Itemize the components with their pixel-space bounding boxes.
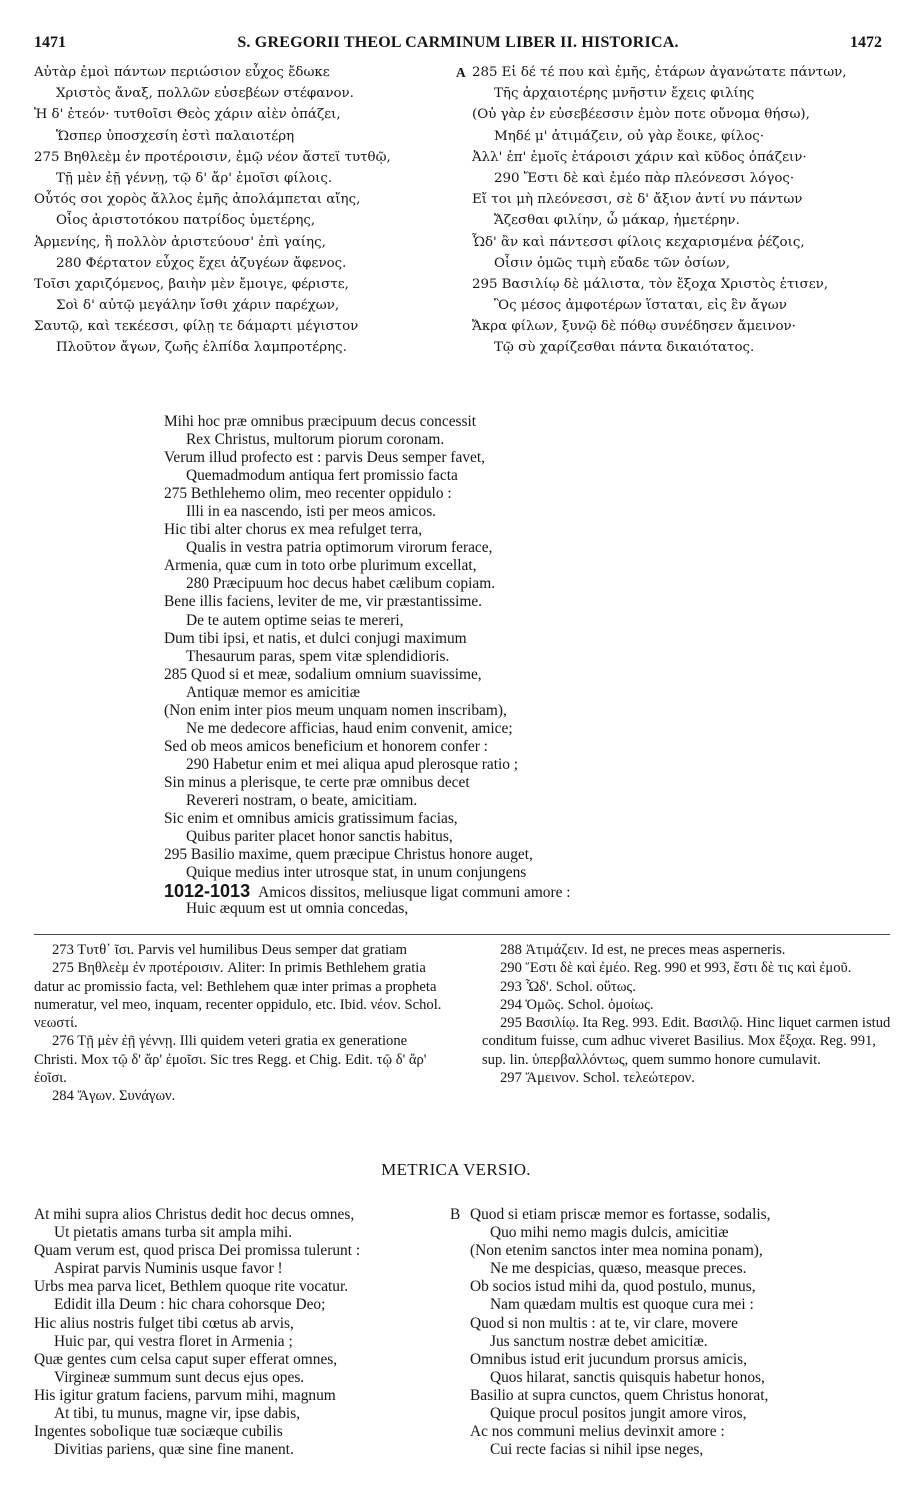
verse-text: Σαυτῷ, καὶ τεκέεσσι, φίλῃ τε δάμαρτι μέγιστον — [34, 319, 359, 335]
verse-text: Quique procul positos jungit amore viros, — [490, 1405, 747, 1423]
metrica-verse-line — [34, 1315, 454, 1333]
latin-verse-line — [164, 467, 724, 485]
latin-verse-line — [164, 684, 724, 702]
footnote: 290 Ἔστι δὲ καὶ ἐμέο. Reg. 990 et 993, ἔστι δὲ τις καὶ ἐμοῦ. — [500, 960, 852, 977]
verse-text: Τῆς ἀρχαιοτέρης μνῆστιν ἔχεις φιλίης — [494, 86, 755, 102]
margin-marker: A — [456, 65, 466, 80]
footnotes-right-column — [482, 941, 892, 1087]
greek-verse-line — [34, 147, 452, 168]
greek-verse-line — [472, 189, 888, 210]
greek-verse-line — [34, 189, 452, 210]
verse-text: (Οὐ γὰρ ἐν εὐσεβέεσσιν ἐμὸν ποτε οὔνομα θήσω), — [472, 107, 810, 123]
greek-verse-line — [456, 62, 888, 83]
verse-text: Quod si non multis : at te, vir clare, movere — [470, 1314, 738, 1332]
greek-verse-line — [34, 62, 452, 83]
verse-text: Huic par, qui vestra floret in Armenia ; — [54, 1332, 293, 1350]
verse-text: Πλοῦτον ἄγων, ζωῆς ἐλπίδα λαμπροτέρης. — [56, 340, 347, 356]
metrica-verse-line — [34, 1423, 454, 1441]
metrica-verse-line — [470, 1296, 890, 1314]
latin-verse-line — [164, 810, 724, 828]
verse-text: Μηδέ μ' ἀτιμάζειν, οὐ γὰρ ἔοικε, φίλος· — [494, 128, 765, 144]
footnote: 297 Ἄμεινον. Schol. τελεώτερον. — [500, 1070, 695, 1087]
verse-text: Sic enim et omnibus amicis gratissimum facias, — [164, 810, 458, 828]
metrica-verse-line — [34, 1387, 454, 1405]
metrica-verse-line — [34, 1242, 454, 1260]
verse-text: Cui recte facias si nihil ipse neges, — [490, 1441, 704, 1459]
verse-text: Illi in ea nascendo, isti per meos amicos. — [186, 503, 437, 521]
verse-text: Οἷος ἀριστοτόκου πατρίδος ὑμετέρης, — [56, 213, 316, 229]
page-number-right: 1472 — [850, 34, 882, 51]
verse-text: Quos hilarat, sanctis quisquis habetur honos, — [490, 1368, 765, 1386]
verse-text: Τοῖσι χαριζόμενος, βαιὴν μὲν ἔμοιγε, φέριστε, — [34, 276, 349, 292]
metrica-verse-line — [34, 1405, 454, 1423]
metrica-verse-line — [470, 1242, 890, 1260]
verse-text: Rex Christus, multorum piorum coronam. — [186, 431, 445, 449]
latin-translation — [164, 413, 724, 918]
verse-text: Ἀλλ' ἐπ' ἐμοῖς ἑτάροισι χάριν καὶ κῦδος ὀπάζειν· — [472, 149, 807, 165]
greek-verse-line — [34, 168, 452, 189]
verse-number: 290 — [494, 170, 520, 186]
greek-verse-line — [472, 168, 888, 189]
verse-text: Amicos dissitos, meliusque ligat communi amore : — [258, 884, 571, 902]
verse-text: Sin minus a plerisque, te certe præ omnibus decet — [164, 773, 470, 791]
latin-verse-line — [164, 666, 724, 684]
latin-verse-line — [164, 828, 724, 846]
metrica-verse-line — [470, 1369, 890, 1387]
verse-text: Verum illud profecto est : parvis Deus semper favet, — [164, 449, 485, 467]
greek-verse-line — [472, 104, 888, 125]
verse-text: Ἔστι δὲ καὶ ἐμέο πὰρ πλεόνεσσι λόγος· — [523, 170, 795, 186]
verse-text: His igitur gratum faciens, parvum mihi, magnum — [34, 1386, 336, 1404]
metrica-versio-title: METRICA VERSIO. — [381, 1160, 531, 1179]
latin-verse-line — [164, 900, 724, 918]
metrica-verse-line — [34, 1260, 454, 1278]
verse-text: Hic alius nostris fulget tibi cœtus ab arvis, — [34, 1314, 294, 1332]
verse-number: 295 — [472, 276, 498, 292]
verse-text: De te autem optime seias te mereri, — [186, 611, 404, 629]
latin-verse-line — [164, 593, 724, 611]
verse-text: 275 Bethlehemo olim, meo recenter oppidulo : — [164, 485, 452, 503]
page-number-left: 1471 — [34, 34, 66, 51]
greek-verse-line — [472, 210, 888, 231]
latin-verse-line — [164, 882, 724, 900]
latin-verse-line — [164, 503, 724, 521]
greek-verse-line — [472, 337, 888, 358]
metrica-verse-line — [34, 1441, 454, 1459]
footnote: 294 Ὁμῶς. Schol. ὁμοίως. — [500, 996, 654, 1013]
latin-verse-line — [164, 575, 724, 593]
margin-marker: B — [450, 1206, 461, 1223]
verse-text: Βηθλεὲμ ἐν προτέροισιν, ἐμῷ νέον ἄστεϊ τυτθῷ, — [63, 149, 391, 165]
verse-text: 285 Quod si et meæ, sodalium omnium suavissime, — [164, 665, 482, 683]
footnote: 293 Ὧδ'. Schol. οὕτως. — [500, 978, 636, 995]
greek-verse-line — [472, 126, 888, 147]
latin-verse-line — [164, 648, 724, 666]
verse-text: Qualis in vestra patria optimorum virorum ferace, — [186, 539, 493, 557]
footnote: 275 Βηθλεὲμ ἐν προτέροισιν. Aliter: In primis Bethlehem gratia datur ac promissio facta, vel: Bethlehem quæ inter primas a propheta numeratur, vel meo, inquam, recenter oppidulo, etc. Ibid. νέον. Schol. νεωστί. — [34, 960, 442, 1032]
greek-text-left-column — [34, 62, 452, 359]
metrica-verse-line — [470, 1423, 890, 1441]
greek-verse-line — [34, 337, 452, 358]
verse-number: 275 — [34, 149, 60, 165]
greek-verse-line — [34, 126, 452, 147]
verse-text: Mihi hoc præ omnibus præcipuum decus concessit — [164, 413, 477, 430]
verse-text: Εἰ δέ τέ που καὶ ἐμῆς, ἑτάρων ἀγανώτατε πάντων, — [501, 65, 847, 80]
verse-text: Nam quædam multis est quoque cura mei : — [490, 1296, 754, 1314]
metrica-verse-line — [34, 1296, 454, 1314]
verse-text: Quibus pariter placet honor sanctis habitus, — [186, 828, 453, 846]
verse-text: Ob socios istud mihi da, quod postulo, munus, — [470, 1278, 756, 1296]
verse-text: Ἄκρα φίλων, ξυνῷ δὲ πόθῳ συνέδησεν ἄμεινον· — [472, 319, 796, 335]
verse-text: Quique medius inter utrosque stat, in unum conjungens — [186, 864, 527, 882]
verse-text: (Non enim inter pios meum unquam nomen inscribam), — [164, 701, 507, 719]
verse-text: Ὃς μέσος ἀμφοτέρων ἵσταται, εἰς ἓν ἄγων — [494, 298, 787, 314]
verse-text: Revereri nostram, o beate, amicitiam. — [186, 791, 418, 809]
metrica-verse-line — [470, 1351, 890, 1369]
verse-text: Urbs mea parva licet, Bethlem quoque rite vocatur. — [34, 1278, 349, 1296]
verse-text: Οὗτός σοι χορὸς ἄλλος ἐμῆς ἀπολάμπεται αἴης, — [34, 192, 361, 208]
greek-verse-line — [34, 232, 452, 253]
metrica-verse-line — [450, 1206, 890, 1224]
latin-verse-line — [164, 792, 724, 810]
verse-text: 280 Præcipuum hoc decus habet cælibum copiam. — [186, 575, 496, 593]
footnote: 288 Ἀτιμάζειν. Id est, ne preces meas asperneris. — [500, 942, 786, 958]
latin-verse-line — [164, 485, 724, 503]
greek-verse-line — [34, 104, 452, 125]
footnote: 295 Βασιλίῳ. Ita Reg. 993. Edit. Βασιλῷ. Hinc liquet carmen istud conditum fuisse, cum adhuc viveret Basilius. Mox ἔξοχα. Reg. 991, sup. lin. ὑπερβαλλόντως, quem summo honore cumulavit. — [482, 1015, 891, 1068]
metrica-verse-line — [470, 1441, 890, 1459]
verse-text: Σοὶ δ' αὐτῷ μεγάλην ἴσθι χάριν παρέχων, — [56, 298, 340, 314]
metrica-verse-line — [470, 1315, 890, 1333]
greek-verse-line — [34, 295, 452, 316]
greek-verse-line — [34, 83, 452, 104]
verse-text: Αὐτὰρ ἐμοὶ πάντων περιώσιον εὖχος ἔδωκε — [34, 65, 330, 80]
metrica-verse-line — [34, 1351, 454, 1369]
verse-text: Thesaurum paras, spem vitæ splendidioris. — [186, 647, 450, 665]
verse-text: Ut pietatis amans turba sit ampla mihi. — [54, 1224, 293, 1242]
verse-text: Quod si etiam priscæ memor es fortasse, sodalis, — [470, 1206, 771, 1223]
latin-verse-line — [164, 612, 724, 630]
footnote: 276 Τῇ μὲν ἐῇ γέννῃ. Illi quidem veteri gratia ex generatione Christi. Mox τῷ δ' ἄρ' ἐμοῖσι. Sic tres Regg. et Chig. Edit. τῷ δ' ἄρ' ἐοῖσι. — [34, 1033, 427, 1087]
verse-text: Ἀρμενίης, ἣ πολλὸν ἀριστεύουσ' ἐπὶ γαίης, — [34, 234, 326, 250]
metrica-verse-line — [470, 1260, 890, 1278]
verse-text: Φέρτατον εὖχος ἔχει ἀζυγέων ἄφενος. — [85, 255, 347, 271]
latin-verse-line — [164, 756, 724, 774]
greek-verse-line — [472, 316, 888, 337]
latin-verse-line — [164, 864, 724, 882]
metrica-verse-line — [34, 1369, 454, 1387]
greek-verse-line — [472, 232, 888, 253]
verse-text: Armenia, quæ cum in toto orbe plurimum excellat, — [164, 557, 477, 575]
metrica-verse-line — [34, 1224, 454, 1242]
verse-text: (Non etenim sanctos inter mea nomina ponam), — [470, 1242, 763, 1260]
verse-text: Τῷ σὺ χαρίζεσθαι πάντα δικαιότατος. — [494, 340, 755, 356]
latin-verse-line — [164, 702, 724, 720]
verse-text: Οἷσιν ὁμῶς τιμὴ εὔαδε τῶν ὁσίων, — [494, 255, 730, 271]
verse-text: 295 Basilio maxime, quem præcipue Christus honore auget, — [164, 846, 533, 864]
verse-text: Dum tibi ipsi, et natis, et dulci conjugi maximum — [164, 629, 467, 647]
metrica-verse-line — [470, 1224, 890, 1242]
footnote: 273 Τυτθ῾ ῖσι. Parvis vel humilibus Deus semper dat gratiam — [52, 942, 407, 958]
column-marker: 1012-1013 — [164, 881, 251, 902]
verse-text: Aspirat parvis Numinis usque favor ! — [54, 1260, 283, 1278]
metrica-verse-line — [470, 1333, 890, 1351]
verse-text: Quæ gentes cum celsa caput super efferat omnes, — [34, 1350, 338, 1368]
greek-verse-line — [472, 147, 888, 168]
verse-text: At tibi, tu munus, magne vir, ipse dabis, — [54, 1405, 301, 1423]
verse-text: Ingentes soboIique tuæ sociæque cubilis — [34, 1423, 283, 1441]
verse-text: Sed ob meos amicos beneficium et honorem confer : — [164, 737, 488, 755]
verse-text: Ὧδ' ἂν καὶ πάντεσσι φίλοις κεχαρισμένα ῥέζοις, — [472, 234, 805, 250]
latin-verse-line — [164, 557, 724, 575]
verse-text: Quemadmodum antiqua fert promissio facta — [186, 467, 458, 485]
latin-verse-line — [164, 630, 724, 648]
latin-verse-line — [164, 738, 724, 756]
greek-verse-line — [472, 274, 888, 295]
metrica-verse-line — [470, 1405, 890, 1423]
latin-verse-line — [164, 720, 724, 738]
latin-verse-line — [164, 413, 724, 431]
greek-verse-line — [34, 274, 452, 295]
footnotes-left-column — [34, 941, 444, 1106]
verse-text: Quam verum est, quod prisca Dei promissa tulerunt : — [34, 1242, 361, 1260]
verse-text: Εἴ τοι μὴ πλεόνεσσι, σὲ δ' ἄξιον ἀντί νυ πάντων — [472, 192, 803, 208]
verse-text: Basilio at supra cunctos, quem Christus honorat, — [470, 1386, 769, 1404]
verse-text: Antiquæ memor es amicitiæ — [186, 683, 360, 701]
greek-verse-line — [472, 83, 888, 104]
verse-text: Ne me despicias, quæso, measque preces. — [490, 1260, 747, 1278]
latin-verse-line — [164, 431, 724, 449]
metrica-verse-line — [34, 1206, 454, 1224]
verse-text: Ac nos communi melius devinxit amore : — [470, 1423, 725, 1441]
verse-text: Edidit illa Deum : hic chara cohorsque Deo; — [54, 1296, 326, 1314]
greek-verse-line — [34, 210, 452, 231]
running-header — [34, 34, 882, 56]
verse-text: Bene illis faciens, leviter de me, vir præstantissime. — [164, 593, 482, 611]
verse-text: Ne me dedecore afficias, haud enim convenit, amice; — [186, 719, 513, 737]
verse-text: Jus sanctum nostræ debet amicitiæ. — [490, 1332, 708, 1350]
verse-text: Χριστὸς ἄναξ, πολλῶν εὐσεβέων στέφανον. — [56, 86, 354, 102]
metrica-verse-line — [34, 1278, 454, 1296]
metrica-verse-line — [34, 1333, 454, 1351]
verse-text: Τῇ μὲν ἐῇ γέννῃ, τῷ δ' ἄρ' ἐμοῖσι φίλοις. — [56, 170, 333, 186]
greek-verse-line — [34, 316, 452, 337]
verse-text: Βασιλίῳ δὲ μάλιστα, τὸν ἔξοχα Χριστὸς ἐτισεν, — [501, 276, 829, 292]
greek-text-right-column — [456, 62, 888, 359]
verse-text: Virgineæ summum sunt decus ejus opes. — [54, 1368, 305, 1386]
latin-verse-line — [164, 521, 724, 539]
metrica-right-column — [450, 1206, 890, 1459]
metrica-verse-line — [470, 1278, 890, 1296]
verse-text: Quo mihi nemo magis dulcis, amicitiæ — [490, 1224, 729, 1242]
verse-number: 280 — [56, 255, 82, 271]
metrica-verse-line — [470, 1387, 890, 1405]
header-title: S. GREGORII THEOL CARMINUM LIBER II. HISTORICA. — [237, 34, 679, 51]
notes-divider — [34, 934, 890, 935]
verse-text: Huic æquum est ut omnia concedas, — [186, 900, 409, 918]
verse-text: At mihi supra alios Christus dedit hoc decus omnes, — [34, 1206, 355, 1223]
verse-text: Ἄζεσθαι φιλίην, ὦ μάκαρ, ἡμετέρην. — [494, 213, 740, 229]
latin-verse-line — [164, 774, 724, 792]
greek-verse-line — [472, 295, 888, 316]
greek-verse-line — [472, 253, 888, 274]
verse-text: Ἡ δ' ἐτεόν· τυτθοῖσι Θεὸς χάριν αἰὲν ὀπάζει, — [34, 107, 341, 123]
verse-text: Omnibus istud erit jucundum prorsus amicis, — [470, 1350, 748, 1368]
verse-text: Divitias pariens, quæ sine fine manent. — [54, 1441, 294, 1459]
latin-verse-line — [164, 846, 724, 864]
metrica-left-column — [34, 1206, 454, 1459]
latin-verse-line — [164, 449, 724, 467]
verse-text: Ὥσπερ ὑποσχεσίη ἐστὶ παλαιοτέρη — [56, 128, 295, 144]
verse-text: 290 Habetur enim et mei aliqua apud plerosque ratio ; — [186, 755, 519, 773]
verse-number: 285 — [472, 65, 498, 80]
latin-verse-line — [164, 539, 724, 557]
greek-verse-line — [34, 253, 452, 274]
verse-text: Hic tibi alter chorus ex mea refulget terra, — [164, 521, 423, 539]
footnote: 284 Ἄγων. Συνάγων. — [52, 1088, 176, 1105]
